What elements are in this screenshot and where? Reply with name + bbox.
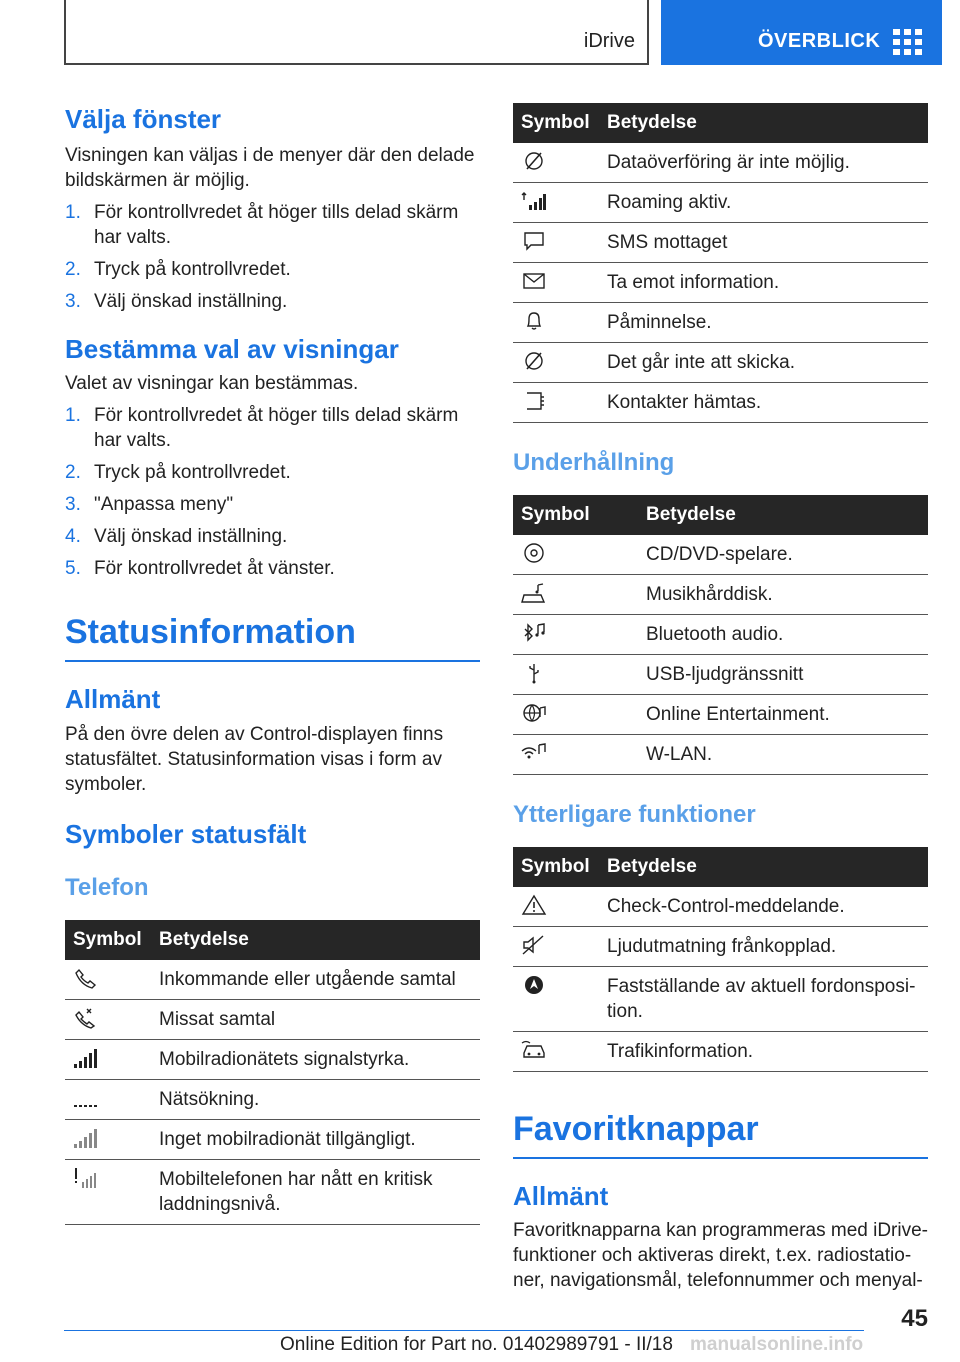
additional-functions-table bbox=[513, 847, 928, 1072]
section-text-fav-allmant: Favoritknapparna kan programmeras med iDrive-funktioner och aktiveras direkt, t.ex. radiostationer, navigationsmål, telefonnummer och menyal- bbox=[513, 1220, 928, 1292]
chapter-title-favoritknappar: Favoritknappar bbox=[513, 1110, 928, 1159]
table-row: Ta emot information. bbox=[513, 263, 928, 303]
table-row: Musikhårddisk. bbox=[513, 575, 928, 615]
send-failed-icon bbox=[521, 350, 547, 372]
table-header-betydelse: Betydelse bbox=[599, 103, 928, 143]
table-header-betydelse: Betydelse bbox=[599, 847, 928, 887]
section-title-valja-fonster: Välja fönster bbox=[65, 104, 222, 134]
envelope-icon bbox=[521, 270, 547, 292]
battery-critical-icon bbox=[73, 1167, 99, 1189]
table-row: Roaming aktiv. bbox=[513, 183, 928, 223]
disc-icon bbox=[521, 542, 547, 564]
list-item: 4. Välj önskad inställning. bbox=[65, 526, 288, 548]
page-number: 45 bbox=[901, 1305, 928, 1332]
table-header-symbol: Symbol bbox=[513, 847, 599, 887]
list-item: 3. Välj önskad inställning. bbox=[65, 291, 288, 313]
header-overview-label: ÖVERBLICK bbox=[758, 30, 881, 52]
online-entertainment-icon bbox=[521, 702, 547, 724]
table-row: Inget mobilradionät tillgängligt. bbox=[65, 1119, 480, 1159]
chapter-title-statusinformation: Statusinformation bbox=[65, 613, 480, 662]
grid-menu-icon bbox=[893, 29, 923, 55]
music-hdd-icon bbox=[521, 582, 547, 604]
section-text-allmant: På den övre delen av Control-displayen finns statusfältet. Statusinformation visas i form av symboler. bbox=[65, 723, 444, 795]
telefon-symbol-table bbox=[65, 920, 480, 1225]
mute-icon bbox=[521, 934, 547, 956]
watermark-logo: manualsonline.info bbox=[690, 1334, 864, 1355]
entertainment-symbol-table bbox=[513, 495, 928, 775]
section-title-fav-allmant: Allmänt bbox=[513, 1181, 609, 1211]
table-header-betydelse: Betydelse bbox=[151, 920, 480, 960]
signal-strength-icon bbox=[73, 1047, 99, 1069]
usb-icon bbox=[521, 662, 547, 684]
table-row: Trafikinformation. bbox=[513, 1032, 928, 1072]
table-row: Inkommande eller utgående samtal bbox=[65, 960, 480, 1000]
subsection-title-underhallning: Underhållning bbox=[513, 449, 675, 476]
subsection-title-ytterligare: Ytterligare funktioner bbox=[513, 801, 756, 828]
list-item: 1. För kontrollvredet åt höger tills delad skärm har valts. bbox=[65, 202, 459, 249]
table-row: Missat samtal bbox=[65, 999, 480, 1039]
list-item: 1. För kontrollvredet åt höger tills delad skärm har valts. bbox=[65, 405, 459, 452]
table-header-symbol: Symbol bbox=[65, 920, 151, 960]
section-text-valja-fonster: Visningen kan väljas i de menyer där den delade bildskärmen är möjlig. bbox=[65, 145, 475, 192]
footer-divider bbox=[64, 1330, 864, 1331]
table-row: CD/DVD-spelare. bbox=[513, 535, 928, 575]
bluetooth-audio-icon bbox=[521, 622, 547, 644]
table-row: SMS mottaget bbox=[513, 223, 928, 263]
steps-list-valja-fonster bbox=[65, 200, 480, 314]
table-row: Mobiltelefonen har nått en kritisk laddningsnivå. bbox=[65, 1159, 480, 1224]
left-column bbox=[65, 100, 480, 1225]
list-item: 2. Tryck på kontrollvredet. bbox=[65, 462, 291, 484]
header-idrive-label: iDrive bbox=[583, 30, 635, 52]
table-row: W-LAN. bbox=[513, 735, 928, 775]
table-row: Nätsökning. bbox=[65, 1079, 480, 1119]
no-signal-icon bbox=[73, 1127, 99, 1149]
no-data-icon bbox=[521, 150, 547, 172]
table-row: Bluetooth audio. bbox=[513, 615, 928, 655]
phone-call-icon bbox=[73, 967, 99, 989]
table-row: USB-ljudgränssnitt bbox=[513, 655, 928, 695]
steps-list-bestamma bbox=[65, 403, 480, 581]
list-item: 3. "Anpassa meny" bbox=[65, 494, 234, 516]
table-row: Det går inte att skicka. bbox=[513, 343, 928, 383]
header-bar-left bbox=[64, 0, 649, 65]
table-header-symbol: Symbol bbox=[513, 495, 638, 535]
position-icon bbox=[521, 974, 547, 996]
warning-icon bbox=[521, 894, 547, 916]
table-row: Påminnelse. bbox=[513, 303, 928, 343]
table-row: Fastställande av aktuell fordonsposition. bbox=[513, 967, 928, 1032]
section-title-allmant: Allmänt bbox=[65, 684, 161, 715]
sms-icon bbox=[521, 230, 547, 252]
table-row: Mobilradionätets signalstyrka. bbox=[65, 1039, 480, 1079]
list-item: 5. För kontrollvredet åt vänster. bbox=[65, 558, 335, 580]
header-overview-tab[interactable] bbox=[661, 0, 942, 65]
right-column bbox=[513, 103, 928, 1293]
contacts-icon bbox=[521, 390, 547, 412]
subsection-title-telefon: Telefon bbox=[65, 873, 149, 901]
bell-icon bbox=[521, 310, 547, 332]
section-title-bestamma: Bestämma val av visningar bbox=[65, 334, 399, 365]
table-row: Online Entertainment. bbox=[513, 695, 928, 735]
table-header-symbol: Symbol bbox=[513, 103, 599, 143]
edition-label: Online Edition for Part no. 01402989791 - II/18 bbox=[280, 1334, 673, 1355]
section-title-symboler: Symboler statusfält bbox=[65, 818, 307, 849]
section-text-bestamma: Valet av visningar kan bestämmas. bbox=[65, 373, 359, 395]
network-search-icon bbox=[73, 1087, 99, 1109]
table-row: Dataöverföring är inte möjlig. bbox=[513, 143, 928, 183]
missed-call-icon bbox=[73, 1007, 99, 1029]
wlan-icon bbox=[521, 742, 547, 764]
telefon-symbol-table-continued bbox=[513, 103, 928, 423]
table-header-betydelse: Betydelse bbox=[638, 495, 928, 535]
list-item: 2. Tryck på kontrollvredet. bbox=[65, 259, 291, 281]
roaming-icon bbox=[521, 190, 547, 212]
table-row: Kontakter hämtas. bbox=[513, 383, 928, 423]
traffic-info-icon bbox=[521, 1039, 547, 1061]
table-row: Ljudutmatning frånkopplad. bbox=[513, 927, 928, 967]
table-row: Check-Control-meddelande. bbox=[513, 887, 928, 927]
